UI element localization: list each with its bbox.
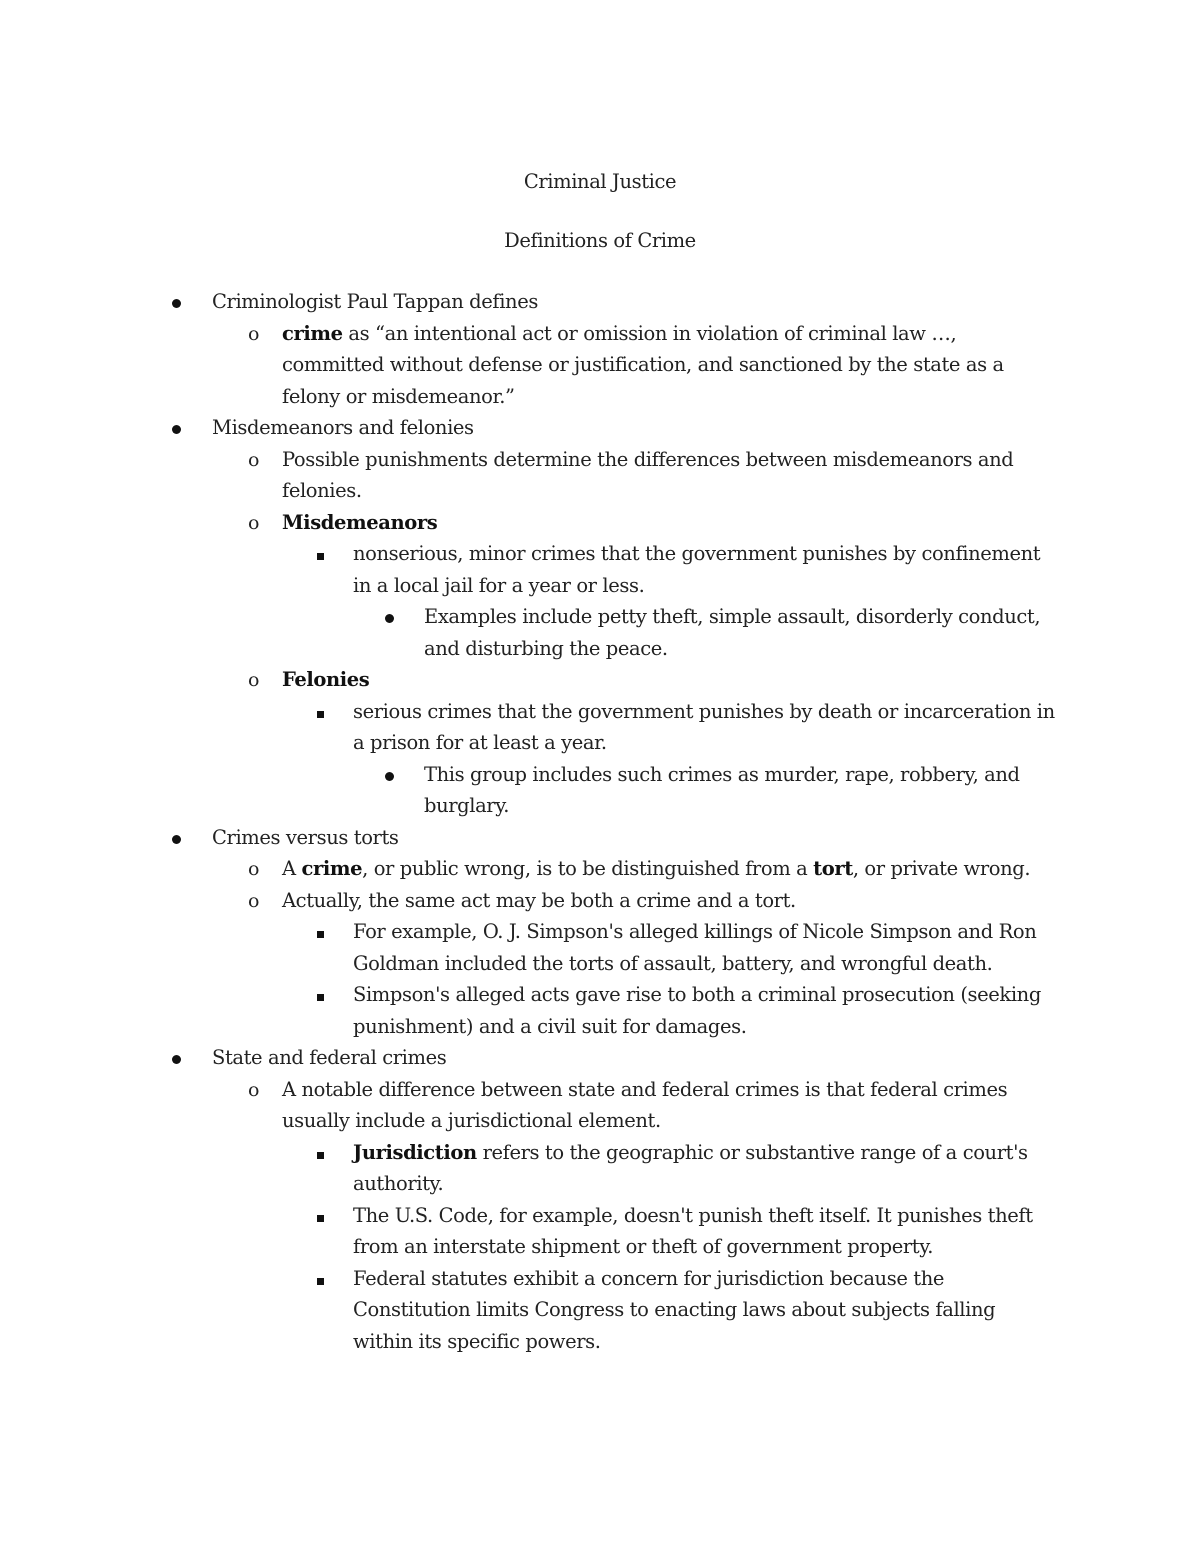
square-bullet-icon xyxy=(317,1263,324,1295)
circle-bullet-icon: o xyxy=(248,511,260,534)
bullet-icon xyxy=(172,286,181,318)
square-bullet-icon xyxy=(317,1137,324,1169)
item-text: This group includes such crimes as murder, rape, robbery, and burglary. xyxy=(424,762,1020,817)
item-text-part: , or public wrong, is to be distinguished from a xyxy=(362,857,814,880)
list-item-misdemeanors-felonies xyxy=(0,412,1060,444)
list-item-jurisdiction xyxy=(0,1137,1060,1200)
list-item-federal-statutes xyxy=(0,1263,1060,1358)
item-text: refers to the geographic or substantive range of a court's authority. xyxy=(353,1140,1028,1195)
square-bullet-icon xyxy=(317,538,324,570)
list-item-crime-tort-distinction xyxy=(0,853,1060,885)
page-title: Criminal Justice xyxy=(523,170,677,193)
term-tort: tort xyxy=(813,857,853,880)
bullet-icon xyxy=(385,601,394,633)
circle-bullet-icon: o xyxy=(248,448,260,471)
square-bullet-icon xyxy=(317,696,324,728)
term-crime: crime xyxy=(282,321,343,345)
item-text: Possible punishments determine the differences between misdemeanors and felonies. xyxy=(282,447,1014,502)
list-item-misdemeanor-examples xyxy=(0,601,1060,664)
circle-bullet-icon: o xyxy=(248,669,260,691)
item-text: For example, O. J. Simpson's alleged killings of Nicole Simpson and Ron Goldman included the torts of assault, battery, and wrongful death. xyxy=(353,920,1037,975)
list-item-notable-difference xyxy=(0,1074,1060,1137)
list-item-misdemeanor-definition xyxy=(0,538,1060,601)
square-bullet-icon xyxy=(317,916,324,948)
item-text: Actually, the same act may be both a crime and a tort. xyxy=(282,888,796,912)
list-item-misdemeanors xyxy=(0,507,1060,539)
list-item-simpson-example xyxy=(0,916,1060,979)
list-item-same-act xyxy=(0,885,1060,917)
item-text: Federal statutes exhibit a concern for jurisdiction because the Constitution limits Congress to enacting laws about subjects falling within its specific powers. xyxy=(353,1266,996,1353)
bullet-icon xyxy=(385,759,394,791)
bullet-icon xyxy=(172,412,181,444)
list-item-simpson-prosecution xyxy=(0,979,1060,1042)
item-text: Criminologist Paul Tappan defines xyxy=(212,290,538,313)
item-text: State and federal crimes xyxy=(212,1046,447,1069)
term-felonies: Felonies xyxy=(282,668,370,691)
item-text: nonserious, minor crimes that the government punishes by confinement in a local jail for a year or less. xyxy=(353,542,1041,597)
item-text: The U.S. Code, for example, doesn't punish theft itself. It punishes theft from an interstate shipment or theft of government property. xyxy=(353,1203,1033,1258)
item-text: Examples include petty theft, simple assault, disorderly conduct, and disturbing the peace. xyxy=(424,605,1041,660)
page-subtitle: Definitions of Crime xyxy=(504,229,696,252)
item-text: Misdemeanors and felonies xyxy=(212,416,474,439)
term-misdemeanors: Misdemeanors xyxy=(282,510,438,534)
circle-bullet-icon: o xyxy=(248,322,260,345)
item-text-part: A xyxy=(282,857,302,880)
term-jurisdiction: Jurisdiction xyxy=(353,1140,477,1164)
list-item-crime-definition xyxy=(0,318,1060,413)
list-item-felonies xyxy=(0,664,1060,696)
item-text: A notable difference between state and federal crimes is that federal crimes usually include a jurisdictional element. xyxy=(282,1077,1008,1132)
list-item-state-federal xyxy=(0,1042,1060,1074)
square-bullet-icon xyxy=(317,1200,324,1232)
bullet-icon xyxy=(172,1042,181,1074)
item-text: Crimes versus torts xyxy=(212,825,399,849)
circle-bullet-icon: o xyxy=(248,1078,260,1101)
list-item-us-code xyxy=(0,1200,1060,1263)
list-item-felony-definition xyxy=(0,696,1060,759)
item-text: as “an intentional act or omission in violation of criminal law …, committed without defense or justification, and sanctioned by the state as a felony or misdemeanor.” xyxy=(282,321,1004,408)
list-item-felony-examples xyxy=(0,759,1060,822)
outline-list xyxy=(0,286,1200,1357)
circle-bullet-icon: o xyxy=(248,889,260,912)
square-bullet-icon xyxy=(317,979,324,1011)
item-text: serious crimes that the government punishes by death or incarceration in a prison for at least a year. xyxy=(353,699,1055,754)
item-text-part: , or private wrong. xyxy=(852,857,1031,880)
list-item-punishments xyxy=(0,444,1060,507)
list-item-tappan xyxy=(0,286,1060,318)
bullet-icon xyxy=(172,822,181,854)
term-crime: crime xyxy=(301,857,363,880)
list-item-crimes-vs-torts xyxy=(0,822,1060,854)
circle-bullet-icon: o xyxy=(248,858,260,880)
item-text: Simpson's alleged acts gave rise to both a criminal prosecution (seeking punishment) and a civil suit for damages. xyxy=(353,983,1041,1038)
